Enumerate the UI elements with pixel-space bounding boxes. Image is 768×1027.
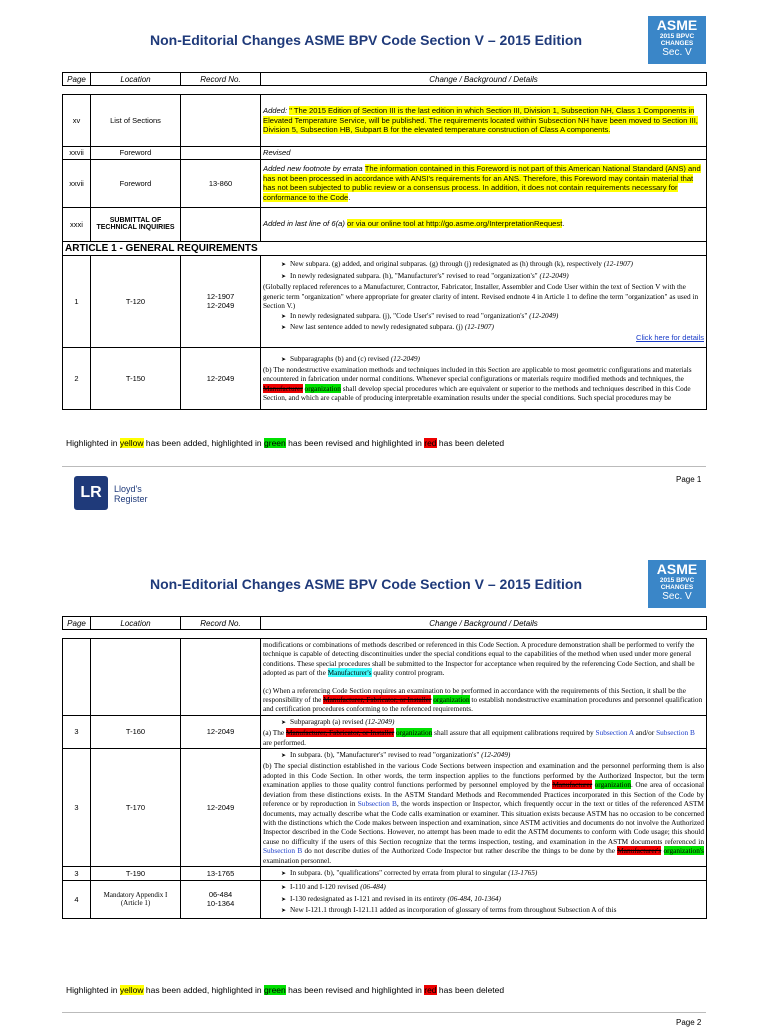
cell-details bbox=[261, 639, 707, 716]
para-text: , the words inspection or Inspector, which frequently occur in the text or titles of the referenced ASTM documents, may actually describe what the Code calls examination or examiner. This situation exists because ASTM has no occasion to be concerned with the distinctions which the Code makes between inspection and examination, since ASTM activities and documents do not involve the Authorized Inspector described in the Code Sections. However, no attempt has been made to edit the ASTM documents to conform with Code usage; this should cause no difficulty if the users of this Section recognize that the terms inspection, testing, and examination in the ASTM documents referenced in bbox=[263, 799, 704, 846]
details-paragraph bbox=[263, 686, 704, 714]
revised-text: organization bbox=[433, 695, 470, 705]
changes-table bbox=[62, 72, 707, 410]
para-text: shall assure that all equipment calibrations required by bbox=[432, 728, 596, 738]
cell-record bbox=[181, 95, 261, 147]
badge-line-3: CHANGES bbox=[660, 584, 694, 591]
deleted-text: Manufacturer bbox=[263, 383, 303, 393]
record-ref: (06-484) bbox=[360, 882, 386, 892]
cell-location: Foreword bbox=[91, 147, 181, 160]
para-text: . One area of occasional deviation from these distinctions exists. In the ASTM Standard Methods and Recommended Practices incorporated in this Section of the Code by reference or by reproduction in bbox=[263, 780, 704, 809]
subsection-b-link[interactable]: Subsection B bbox=[357, 799, 397, 809]
deleted-text: Manufacturer, Fabricator, or Installer bbox=[285, 728, 395, 738]
footer-divider bbox=[62, 1012, 706, 1013]
changes-table bbox=[62, 616, 707, 919]
cell-record bbox=[181, 147, 261, 160]
badge-line-4: Sec. V bbox=[662, 591, 692, 602]
document-page-2 bbox=[0, 544, 768, 1027]
para-text: modifications or combinations of methods described or referenced in this Code Section. A procedure demonstration shall be performed to verify the technique is capable of detecting discontinuities under the special conditions equal to the capabilities of the method when used under more general conditions. These special procedures shall be submitted to the Inspector for acceptance when required by the referencing Code Section, and shall be adopted as part of the bbox=[263, 640, 695, 678]
bullet-text: Subparagraphs (b) and (c) revised bbox=[290, 353, 389, 363]
deleted-text: Manufacturer bbox=[552, 780, 593, 790]
legend-text: has been revised and highlighted in bbox=[285, 438, 425, 448]
page-number: Page 1 bbox=[676, 475, 702, 484]
col-header-record: Record No. bbox=[181, 73, 261, 86]
bullet-text: New I-121.1 through I-121.11 added as incorporation of glossary of terms from throughout Subsection A of this bbox=[290, 905, 617, 915]
deleted-text: Manufacturer, Fabricator, or Installer bbox=[323, 695, 432, 705]
badge-line-3: CHANGES bbox=[660, 40, 694, 47]
col-header-record: Record No. bbox=[181, 617, 261, 630]
legend-yellow: yellow bbox=[119, 438, 144, 448]
para-text: examination personnel. bbox=[263, 855, 332, 865]
para-text: do not describe duties of the Authorized Code Inspector but rather describe the things to be done by the bbox=[302, 846, 618, 856]
bullet-item bbox=[263, 271, 704, 282]
para-text: quality control program. bbox=[371, 668, 445, 678]
record-2: 10-1364 bbox=[206, 899, 235, 909]
cell-location: List of Sections bbox=[91, 95, 181, 147]
legend-text: Highlighted in bbox=[66, 438, 120, 448]
para-text: are performed. bbox=[263, 737, 306, 747]
details-paragraph bbox=[263, 728, 704, 747]
legend-red: red bbox=[424, 438, 437, 448]
table-row bbox=[63, 347, 707, 409]
record-ref: (06-484, 10-1364) bbox=[447, 893, 501, 903]
cell-location: T-120 bbox=[91, 255, 181, 347]
added-text: " The 2015 Edition of Section III is the last edition in which Section III, Division 1, Subsection NH, Class 1 Components in Elevated Temperature Service, will be published. The requirements located within Subsection NH have been moved to Section III, Division 5, Subsection HB, Subpart B for the elevated temperature construction of Class A components. bbox=[263, 106, 698, 135]
bullet-text: Subparagraph (a) revised bbox=[290, 716, 364, 726]
record-ref: (12-2049) bbox=[539, 270, 569, 280]
col-header-details: Change / Background / Details bbox=[261, 73, 707, 86]
cell-record: 13-1765 bbox=[181, 866, 261, 880]
cell-page: xxxi bbox=[63, 207, 91, 241]
revised-text: organization bbox=[304, 383, 341, 393]
cell-record bbox=[181, 639, 261, 716]
col-header-details: Change / Background / Details bbox=[261, 617, 707, 630]
cell-page: 3 bbox=[63, 866, 91, 880]
legend-text: has been deleted bbox=[436, 985, 505, 995]
article-heading-row bbox=[63, 241, 707, 255]
cell-page: 4 bbox=[63, 881, 91, 918]
bullet-item bbox=[263, 311, 704, 322]
table-header-row bbox=[63, 73, 707, 86]
col-header-location: Location bbox=[91, 617, 181, 630]
bullet-item bbox=[263, 750, 704, 761]
details-paragraph: (Globally replaced references to a Manufacturer, Contractor, Fabricator, Installer, Assembler and Code User within the text of Section V with the generic term "organization" where appropriate for greater clarity of intent. Revised endnote 4 in Article 1 to define the term "organization" as used in Section V.) bbox=[263, 282, 699, 311]
revised-text: organization bbox=[594, 780, 631, 790]
cell-details bbox=[261, 715, 707, 748]
details-prefix: Added in last line of 6(a) bbox=[263, 219, 348, 229]
bullet-text: I-130 redesignated as I-121 and revised in its entirety bbox=[290, 893, 446, 903]
cell-page: xxvii bbox=[63, 159, 91, 207]
para-text: to establish nondestructive examination procedures and personnel qualification and certification procedures conforming to the referenced requirements. bbox=[263, 695, 703, 714]
cell-record: 12-2049 bbox=[181, 715, 261, 748]
spacer-row bbox=[63, 86, 707, 95]
legend-yellow: yellow bbox=[119, 985, 144, 995]
table-row bbox=[63, 159, 707, 207]
table-row bbox=[63, 639, 707, 716]
record-ref: (13-1765) bbox=[508, 867, 538, 877]
cell-page: xxvii bbox=[63, 147, 91, 160]
badge-line-2: 2015 BPVC bbox=[659, 577, 695, 584]
table-row bbox=[63, 255, 707, 347]
col-header-page: Page bbox=[63, 73, 91, 86]
asme-badge bbox=[648, 16, 706, 64]
cell-page: 3 bbox=[63, 715, 91, 748]
bullet-text: I-110 and I-120 revised bbox=[290, 882, 359, 892]
para-text: (c) When a referencing Code Section requires an examination to be performed in accordance with the requirements of this Section, it shall be the responsibility of the bbox=[263, 685, 686, 705]
bullet-text: In newly redesignated subpara. (j), "Code User's" revised to read "organization's" bbox=[290, 310, 528, 320]
page-title: Non-Editorial Changes ASME BPV Code Section V – 2015 Edition bbox=[150, 576, 582, 592]
highlighted-text: Manufacturer's bbox=[327, 668, 372, 678]
cell-page: 1 bbox=[63, 255, 91, 347]
table-row bbox=[63, 207, 707, 241]
revised-text: organization's bbox=[663, 846, 704, 856]
table-row bbox=[63, 715, 707, 748]
para-text: (a) The bbox=[263, 728, 286, 738]
cell-record bbox=[181, 255, 261, 347]
cell-record bbox=[181, 881, 261, 918]
cell-details bbox=[261, 749, 707, 867]
cell-details bbox=[261, 866, 707, 880]
legend-text: has been added, highlighted in bbox=[143, 438, 265, 448]
bullet-item bbox=[263, 354, 704, 365]
table-row bbox=[63, 95, 707, 147]
cell-record: 12-2049 bbox=[181, 749, 261, 867]
cell-page: 3 bbox=[63, 749, 91, 867]
cell-record: 12-2049 bbox=[181, 347, 261, 409]
record-ref: (12-2049) bbox=[481, 750, 511, 760]
page-number: Page 2 bbox=[676, 1018, 702, 1027]
asme-badge bbox=[648, 560, 706, 608]
cell-details: Revised bbox=[261, 147, 707, 160]
bullet-text: In subpara. (b), "Manufacturer's" revised to read "organization's" bbox=[290, 750, 480, 760]
table-header-row bbox=[63, 617, 707, 630]
article-heading: ARTICLE 1 - GENERAL REQUIREMENTS bbox=[63, 241, 707, 255]
bullet-item bbox=[263, 868, 704, 879]
added-text: or via our online tool at http://go.asme.org/InterpretationRequest bbox=[347, 219, 563, 229]
bullet-text: In subpara. (b), "qualifications" corrected by errata from plural to singular bbox=[290, 867, 507, 877]
record-1: 12-1907 bbox=[206, 292, 235, 302]
cell-details bbox=[261, 159, 707, 207]
legend-red: red bbox=[424, 985, 437, 995]
cell-page: xv bbox=[63, 95, 91, 147]
badge-line-4: Sec. V bbox=[662, 47, 692, 58]
para-text: (b) The nondestructive examination methods and techniques included in this Section are applicable to most geometric configurations and materials encountered in fabrication under normal conditions. Whenever special configurations or materials require modified methods and techniques, the bbox=[263, 364, 692, 384]
legend-text: Highlighted in bbox=[66, 985, 120, 995]
logo-line-2: Register bbox=[114, 494, 148, 504]
cell-location: SUBMITTAL OF TECHNICAL INQUIRIES bbox=[91, 207, 181, 241]
bullet-item bbox=[263, 717, 704, 728]
record-ref: (12-2049) bbox=[529, 310, 559, 320]
record-ref: (12-2049) bbox=[390, 353, 420, 363]
table-row bbox=[63, 866, 707, 880]
cell-location: Mandatory Appendix I (Article 1) bbox=[91, 881, 181, 918]
col-header-page: Page bbox=[63, 617, 91, 630]
cell-location: T-150 bbox=[91, 347, 181, 409]
bullet-item bbox=[263, 905, 704, 916]
para-text: and/or bbox=[633, 728, 657, 738]
cell-details bbox=[261, 881, 707, 918]
details-prefix: Added new footnote by errata bbox=[263, 163, 365, 173]
cell-location: T-170 bbox=[91, 749, 181, 867]
record-1: 06-484 bbox=[208, 890, 233, 900]
badge-line-2: 2015 BPVC bbox=[659, 33, 695, 40]
details-paragraph bbox=[263, 640, 704, 678]
cell-record bbox=[181, 207, 261, 241]
spacer-row bbox=[63, 630, 707, 639]
subsection-b-link[interactable]: Subsection B bbox=[263, 846, 303, 856]
para-gap bbox=[263, 678, 704, 686]
added-text: The information contained in this Foreword is not part of this American National Standard (ANS) and has not been processed in accordance with ANSI's requirements for an ANS. Therefore, this Foreword may contain material that has not been subjected to public review or a consensus process. In addition, it does not contain requirements necessary for conformance to the Code bbox=[263, 163, 701, 202]
legend-text: has been deleted bbox=[436, 438, 505, 448]
record-ref: (12-2049) bbox=[365, 716, 395, 726]
details-prefix: Added: bbox=[263, 106, 290, 116]
record-ref: (12-1907) bbox=[464, 321, 494, 331]
logo-text bbox=[114, 484, 148, 504]
cell-location: T-160 bbox=[91, 715, 181, 748]
bullet-text: New last sentence added to newly redesignated subpara. (j) bbox=[290, 321, 463, 331]
cell-details bbox=[261, 95, 707, 147]
cell-page: 2 bbox=[63, 347, 91, 409]
page-title: Non-Editorial Changes ASME BPV Code Section V – 2015 Edition bbox=[150, 32, 582, 48]
legend-green: green bbox=[264, 985, 286, 995]
details-suffix: . bbox=[348, 192, 351, 202]
badge-line-1: ASME bbox=[656, 17, 698, 33]
legend-text: has been revised and highlighted in bbox=[285, 985, 425, 995]
cell-location: Foreword bbox=[91, 159, 181, 207]
legend-green: green bbox=[264, 438, 286, 448]
highlight-legend bbox=[66, 985, 504, 995]
cell-details bbox=[261, 207, 707, 241]
subsection-b-link[interactable]: Subsection B bbox=[656, 728, 695, 738]
legend-text: has been added, highlighted in bbox=[143, 985, 265, 995]
revised-text: organization bbox=[396, 728, 433, 738]
cell-location: T-190 bbox=[91, 866, 181, 880]
cell-details bbox=[261, 255, 707, 347]
bullet-item bbox=[263, 259, 704, 270]
details-paragraph bbox=[263, 365, 704, 403]
record-2: 12-2049 bbox=[206, 301, 235, 311]
cell-location bbox=[91, 639, 181, 716]
bullet-item bbox=[263, 894, 704, 905]
cell-record: 13-860 bbox=[181, 159, 261, 207]
cell-details bbox=[261, 347, 707, 409]
footer-divider bbox=[62, 466, 706, 467]
badge-line-1: ASME bbox=[656, 561, 698, 577]
para-text: (b) The special distinction established in the various Code Sections between inspection and examination and the personnel performing them is also adopted in this Code Section. In other words, the term inspection applies to the functions performed by the Authorized Inspector, but the term examination applies to those quality control functions performed by personnel employed by the bbox=[263, 761, 704, 790]
document-page-1 bbox=[0, 0, 768, 510]
lloyds-register-logo: LR bbox=[74, 476, 108, 510]
bullet-text: In newly redesignated subpara. (h), "Manufacturer's" revised to read "organization's" bbox=[290, 270, 538, 280]
table-row bbox=[63, 881, 707, 918]
table-row bbox=[63, 749, 707, 867]
para-text: shall develop special procedures which are equivalent or superior to the methods and techniques described in this Code Section, and which are capable of producing interpretable examination results under the special conditions. Such special procedures may be bbox=[263, 383, 691, 403]
details-paragraph bbox=[263, 761, 704, 864]
bullet-text: New subpara. (g) added, and original subparas. (g) through (j) redesignated as (h) through (k), respectively bbox=[290, 259, 602, 269]
table-row bbox=[63, 147, 707, 160]
logo-line-1: Lloyd's bbox=[114, 484, 142, 494]
highlight-legend bbox=[66, 438, 504, 448]
bullet-item bbox=[263, 882, 704, 893]
record-ref: (12-1907) bbox=[603, 259, 633, 269]
details-suffix: . bbox=[562, 219, 565, 229]
subsection-a-link[interactable]: Subsection A bbox=[595, 728, 634, 738]
bullet-item bbox=[263, 322, 704, 333]
details-link[interactable]: Click here for details bbox=[636, 333, 704, 343]
col-header-location: Location bbox=[91, 73, 181, 86]
cell-page bbox=[63, 639, 91, 716]
deleted-text: Manufacturer's bbox=[617, 846, 662, 856]
